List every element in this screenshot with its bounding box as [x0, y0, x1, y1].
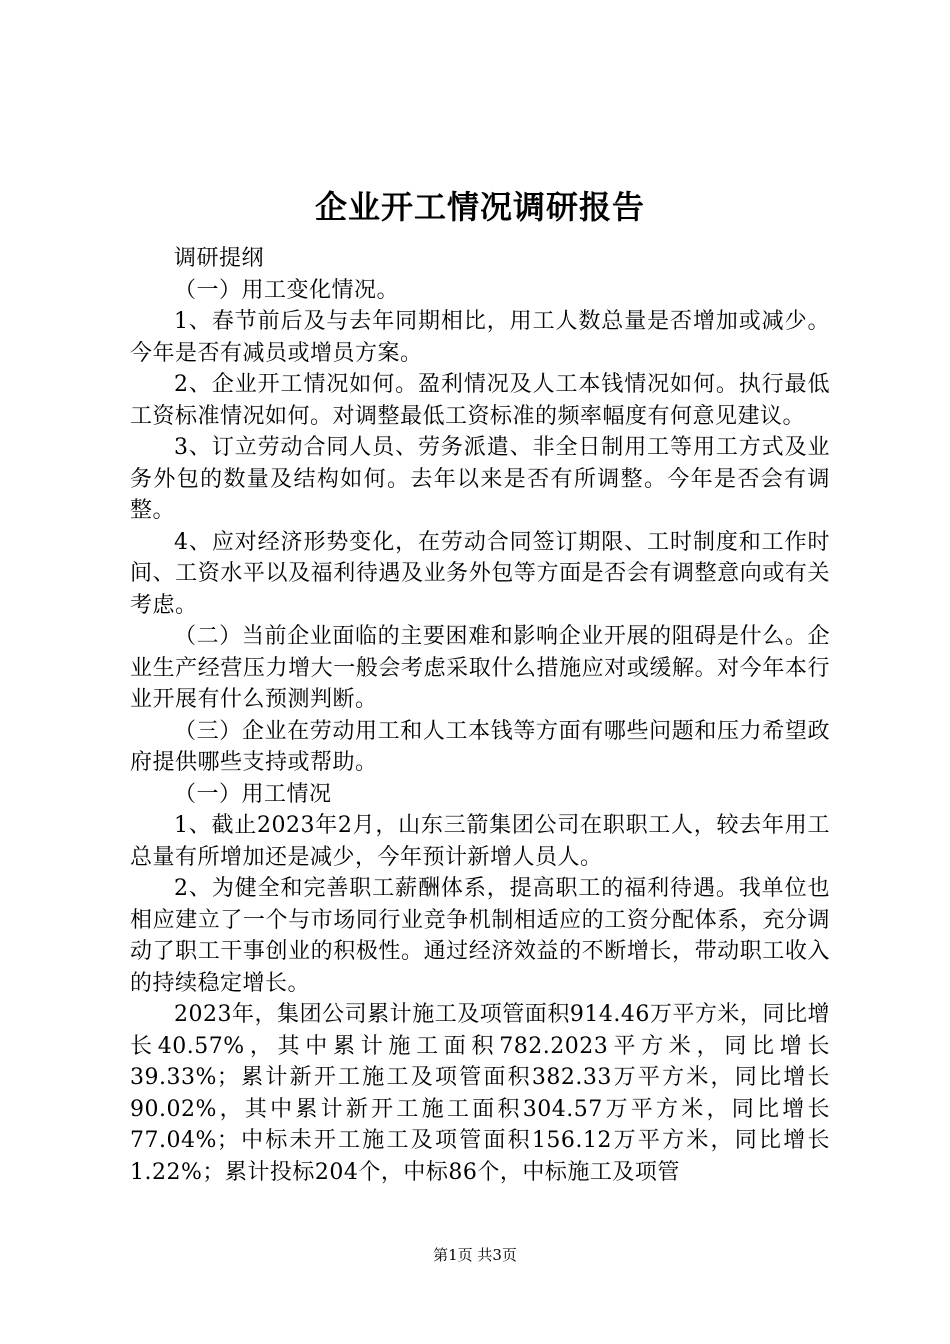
paragraph-outline-heading: 调研提纲 — [174, 246, 265, 271]
paragraph-section-2: （二）当前企业面临的主要困难和影响企业开展的阻碍是什么。企业生产经营压力增大一般会考虑采取什么措施应对或缓解。对今年本行业开展有什么预测判断。 — [130, 624, 830, 712]
paragraph: 1、春节前后及与去年同期相比，用工人数总量是否增加或减少。今年是否有减员或增员方案。 — [130, 309, 830, 366]
paragraph: 1、截止2023年2月，山东三箭集团公司在职职工人，较去年用工总量有所增加还是减少，今年预计新增人员人。 — [130, 813, 830, 870]
paragraph-section-1-heading: （一）用工变化情况。 — [174, 277, 400, 303]
paragraph: 4、应对经济形势变化，在劳动合同签订期限、工时制度和工作时间、工资水平以及福利待遇及业务外包等方面是否会有调整意向或有关考虑。 — [130, 529, 830, 618]
paragraph: 2、企业开工情况如何。盈利情况及人工本钱情况如何。执行最低工资标准情况如何。对调整最低工资标准的频率幅度有何意见建议。 — [130, 372, 830, 429]
paragraph: 3、订立劳动合同人员、劳务派遣、非全日制用工等用工方式及业务外包的数量及结构如何。去年以来是否有所调整。今年是否会有调整。 — [130, 435, 830, 523]
paragraph: 2、为健全和完善职工薪酬体系，提高职工的福利待遇。我单位也相应建立了一个与市场同行业竞争机制相适应的工资分配体系，充分调动了职工干事创业的积极性。通过经济效益的不断增长，带动职工收入的持续稳定增长。 — [130, 876, 830, 996]
page-number-footer: 第1页 共3页 — [433, 1246, 517, 1264]
paragraph-employment-heading: （一）用工情况 — [174, 781, 332, 807]
document-title: 企业开工情况调研报告 — [314, 188, 645, 226]
paragraph: 2023年，集团公司累计施工及项管面积914.46万平方米，同比增长40.57%，其中累计施工面积782.2023平方米，同比增长39.33%；累计新开工施工及项管面积382.33万平方米，同比增长90.02%，其中累计新开工施工面积304.57万平方米，同比增长77.04%；中标未开工施工及项管面积156.12万平方米，同比增长1.22%；累计投标204个，中标86个，中标施工及项管 — [130, 1002, 830, 1185]
paragraph-section-3: （三）企业在劳动用工和人工本钱等方面有哪些问题和压力希望政府提供哪些支持或帮助。 — [130, 718, 830, 775]
document-page — [130, 175, 830, 1188]
